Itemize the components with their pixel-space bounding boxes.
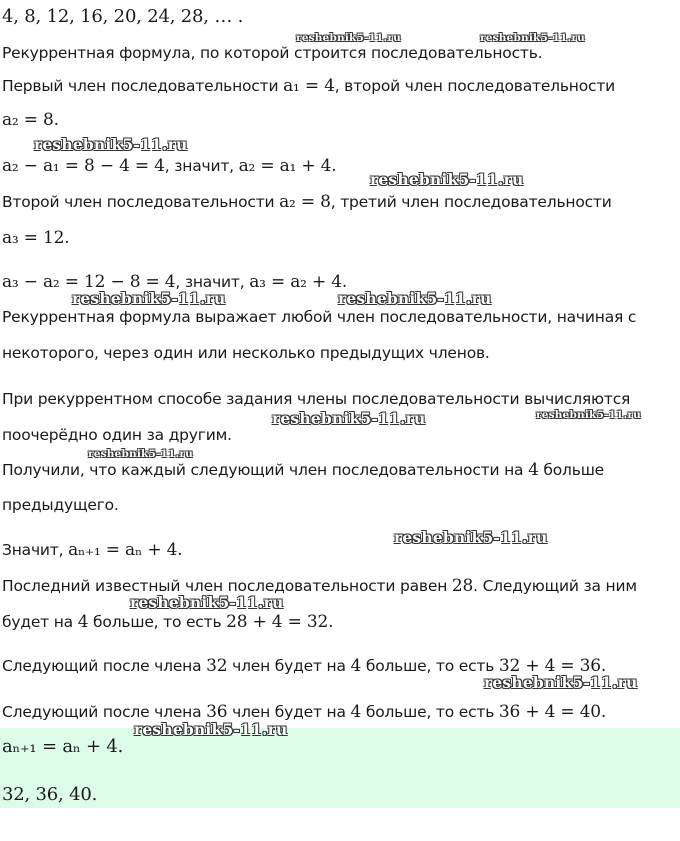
sequence-line: 4, 8, 12, 16, 20, 24, 28, … . [2,6,244,27]
text-p9: некоторого, через один или несколько предыдущих членов. [2,344,490,362]
watermark: reshebnik5-11.ru [338,289,492,308]
text-p12: Получили, что каждый следующий член последовательности на 4 больше [2,460,605,480]
watermark: reshebnik5-11.ru [134,720,288,739]
watermark: reshebnik5-11.ru [480,32,585,44]
math-p3: a₂ = 8. [2,110,59,130]
text-p17: Следующий после члена 32 член будет на 4 больше, то есть 32 + 4 = 36. [2,656,607,676]
text-p8: Рекуррентная формула выражает любой член последовательности, начиная с [2,308,637,326]
answer-next-terms: 32, 36, 40. [2,784,98,805]
answer-formula: aₙ₊₁ = aₙ + 4. [2,736,124,757]
watermark: reshebnik5-11.ru [88,448,193,460]
watermark: reshebnik5-11.ru [296,32,401,44]
text-p18: Следующий после члена 36 член будет на 4 больше, то есть 36 + 4 = 40. [2,702,607,722]
text-p16: будет на 4 больше, то есть 28 + 4 = 32. [2,612,334,632]
math-a1: a₁ = 4 [283,76,335,96]
text-p10: При рекуррентном способе задания члены последовательности вычисляются [2,390,631,408]
text-p13: предыдущего. [2,496,119,514]
watermark: reshebnik5-11.ru [484,673,638,692]
watermark: reshebnik5-11.ru [130,593,284,612]
text-p2: Первый член последовательности a₁ = 4, второй член последовательности [2,76,616,96]
watermark: reshebnik5-11.ru [370,170,524,189]
watermark: reshebnik5-11.ru [394,528,548,547]
math-p6: a₃ = 12. [2,228,70,248]
text-p11: поочерёдно один за другим. [2,426,232,444]
watermark: reshebnik5-11.ru [536,409,641,421]
watermark: reshebnik5-11.ru [72,289,226,308]
text-p15: Последний известный член последовательности равен 28. Следующий за ним [2,576,637,596]
text-p1: Рекуррентная формула, по которой строится последовательность. [2,44,543,62]
text-p14: Значит, aₙ₊₁ = aₙ + 4. [2,540,183,560]
text-p7: a₃ − a₂ = 12 − 8 = 4, значит, a₃ = a₂ + 4. [2,272,348,292]
text-p5: Второй член последовательности a₂ = 8, третий член последовательности [2,192,612,212]
text-p4: a₂ − a₁ = 8 − 4 = 4, значит, a₂ = a₁ + 4. [2,156,337,176]
watermark: reshebnik5-11.ru [272,409,426,428]
watermark: reshebnik5-11.ru [34,135,188,154]
